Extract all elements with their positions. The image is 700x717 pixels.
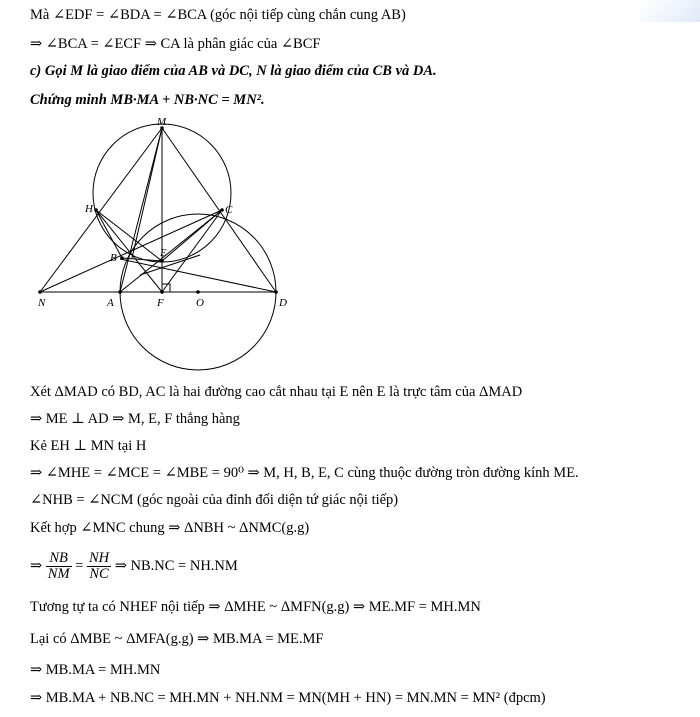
text-line-1: Mà ∠EDF = ∠BDA = ∠BCA (góc nội tiếp cùng chắn cung AB): [30, 7, 406, 23]
fraction-1-denominator: NM: [47, 566, 70, 583]
fraction-1-numerator: NB: [46, 551, 72, 567]
label-F: F: [157, 297, 164, 309]
prove-statement: Chứng minh MB·MA + NB·NC = MN².: [30, 92, 265, 108]
text-line-9: ∠NHB = ∠NCM (góc ngoài của đỉnh đối diện tứ giác nội tiếp): [30, 492, 399, 508]
line-HB: [96, 210, 122, 258]
line-MA: [120, 128, 162, 292]
fraction-line: [30, 550, 238, 582]
fraction-2-numerator: NH: [88, 550, 110, 567]
geometry-figure: [0, 112, 320, 374]
fraction-NB-NM: [46, 551, 72, 582]
text-line-10: Kết hợp ∠MNC chung ⇒ ΔNBH ~ ΔNMC(g.g): [30, 520, 310, 536]
line-CE: [162, 210, 222, 261]
label-O: O: [196, 297, 204, 309]
text-line-6: ⇒ ME ⊥ AD ⇒ M, E, F thẳng hàng: [30, 411, 240, 427]
equals-sign: =: [75, 558, 84, 574]
label-N: N: [38, 297, 46, 309]
text-line-12: Tương tự ta có NHEF nội tiếp ⇒ ΔMHE ~ ΔMFN(g.g) ⇒ ME.MF = MH.MN: [30, 599, 481, 615]
fraction-2-denominator: NC: [89, 566, 109, 583]
label-H: H: [85, 203, 93, 215]
label-B: B: [110, 252, 117, 264]
text-line-14: ⇒ MB.MA = MH.MN: [30, 662, 161, 678]
line-BD: [120, 259, 276, 292]
label-D: D: [279, 297, 287, 309]
label-C: C: [225, 204, 233, 216]
text-line-13: Lại có ΔMBE ~ ΔMFA(g.g) ⇒ MB.MA = ME.MF: [30, 631, 324, 647]
text-line-7: Kẻ EH ⊥ MN tại H: [30, 438, 147, 454]
label-A: A: [107, 297, 114, 309]
line-MN: [40, 128, 162, 292]
line-NC: [40, 210, 222, 292]
label-M: M: [157, 116, 167, 128]
text-line-2: ⇒ ∠BCA = ∠ECF ⇒ CA là phân giác của ∠BCF: [30, 36, 321, 52]
fraction-NH-NC: [87, 551, 111, 582]
line-HF: [96, 210, 162, 292]
text-line-5: Xét ΔMAD có BD, AC là hai đường cao cắt nhau tại E nên E là trực tâm của ΔMAD: [30, 384, 523, 400]
implies-symbol: ⇒: [30, 558, 43, 574]
text-line-8: ⇒ ∠MHE = ∠MCE = ∠MBE = 90⁰ ⇒ M, H, B, E, C cùng thuộc đường tròn đường kính ME.: [30, 465, 579, 481]
text-line-15: ⇒ MB.MA + NB.NC = MH.MN + NH.NM = MN(MH + HN) = MN.MN = MN² (đpcm): [30, 690, 546, 706]
part-c-heading: c) Gọi M là giao điểm của AB và DC, N là giao điểm của CB và DA.: [30, 63, 437, 79]
fraction-conclusion: ⇒ NB.NC = NH.NM: [114, 558, 238, 574]
line-MD: [162, 128, 276, 292]
label-E: E: [160, 247, 167, 259]
page-corner-decoration: [640, 0, 700, 22]
